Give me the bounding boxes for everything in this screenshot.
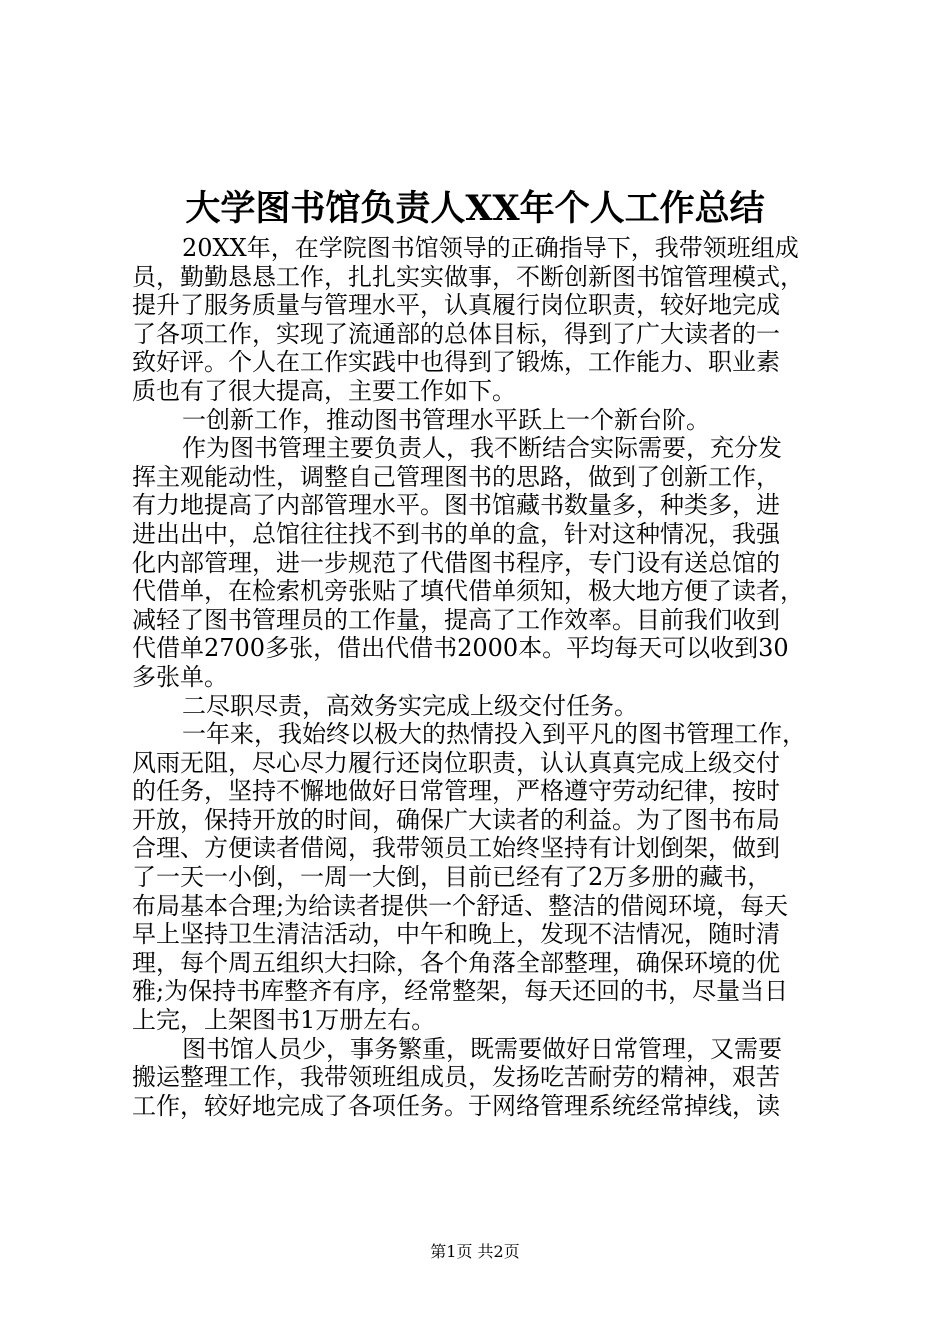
body-line: 开放，保持开放的时间，确保广大读者的利益。为了图书布局	[132, 805, 780, 834]
body-line: 理，每个周五组织大扫除，各个角落全部整理，确保环境的优	[132, 948, 780, 977]
body-line: 上完，上架图书1万册左右。	[132, 1006, 436, 1035]
body-line: 了各项工作，实现了流通部的总体目标，得到了广大读者的一	[132, 319, 780, 348]
document-body	[132, 234, 832, 1120]
body-line: 一年来，我始终以极大的热情投入到平凡的图书管理工作，	[182, 720, 806, 749]
body-line: 早上坚持卫生清洁活动，中午和晚上，发现不洁情况，随时清	[132, 920, 780, 949]
body-line: 了一天一小倒，一周一大倒，目前已经有了2万多册的藏书，	[132, 863, 772, 892]
body-line: 代借单，在检索机旁张贴了填代借单须知，极大地方便了读者，	[132, 577, 804, 606]
body-line: 多张单。	[132, 662, 228, 691]
body-line: 进出出中，总馆往往找不到书的单的盒，针对这种情况，我强	[132, 519, 780, 548]
body-line: 雅;为保持书库整齐有序，经常整架，每天还回的书，尽量当日	[132, 977, 789, 1006]
body-line: 有力地提高了内部管理水平。图书馆藏书数量多，种类多，进	[132, 491, 780, 520]
body-line: 的任务，坚持不懈地做好日常管理，严格遵守劳动纪律，按时	[132, 777, 780, 806]
body-line: 风雨无阻，尽心尽力履行还岗位职责，认认真真完成上级交付	[132, 748, 780, 777]
body-line: 布局基本合理;为给读者提供一个舒适、整洁的借阅环境，每天	[132, 891, 789, 920]
body-line: 工作，较好地完成了各项任务。于网络管理系统经常掉线，读	[132, 1091, 780, 1120]
section-heading: 二尽职尽责，高效务实完成上级交付任务。	[182, 691, 638, 720]
body-line: 作为图书管理主要负责人，我不断结合实际需要，充分发	[182, 434, 782, 463]
body-line: 提升了服务质量与管理水平，认真履行岗位职责，较好地完成	[132, 291, 780, 320]
body-line: 减轻了图书管理员的工作量，提高了工作效率。目前我们收到	[132, 605, 780, 634]
section-heading: 一创新工作，推动图书管理水平跃上一个新台阶。	[182, 405, 710, 434]
body-line: 搬运整理工作，我带领班组成员，发扬吃苦耐劳的精神，艰苦	[132, 1063, 780, 1092]
document-title: 大学图书馆负责人XX年个人工作总结	[185, 188, 765, 229]
page-footer: 第1页 共2页	[430, 1242, 520, 1261]
body-line: 合理、方便读者借阅，我带领员工始终坚持有计划倒架，做到	[132, 834, 780, 863]
body-line: 致好评。个人在工作实践中也得到了锻炼，工作能力、职业素	[132, 348, 780, 377]
body-line: 员，勤勤恳恳工作，扎扎实实做事，不断创新图书馆管理模式，	[132, 262, 804, 291]
body-line: 质也有了很大提高，主要工作如下。	[132, 376, 516, 405]
body-line: 挥主观能动性，调整自己管理图书的思路，做到了创新工作，	[132, 462, 780, 491]
body-line: 代借单2700多张，借出代借书2000本。平均每天可以收到30	[132, 634, 789, 663]
body-line: 化内部管理，进一步规范了代借图书程序，专门设有送总馆的	[132, 548, 780, 577]
body-line: 图书馆人员少，事务繁重，既需要做好日常管理，又需要	[182, 1034, 782, 1063]
body-line: 20XX年，在学院图书馆领导的正确指导下，我带领班组成	[182, 234, 799, 262]
